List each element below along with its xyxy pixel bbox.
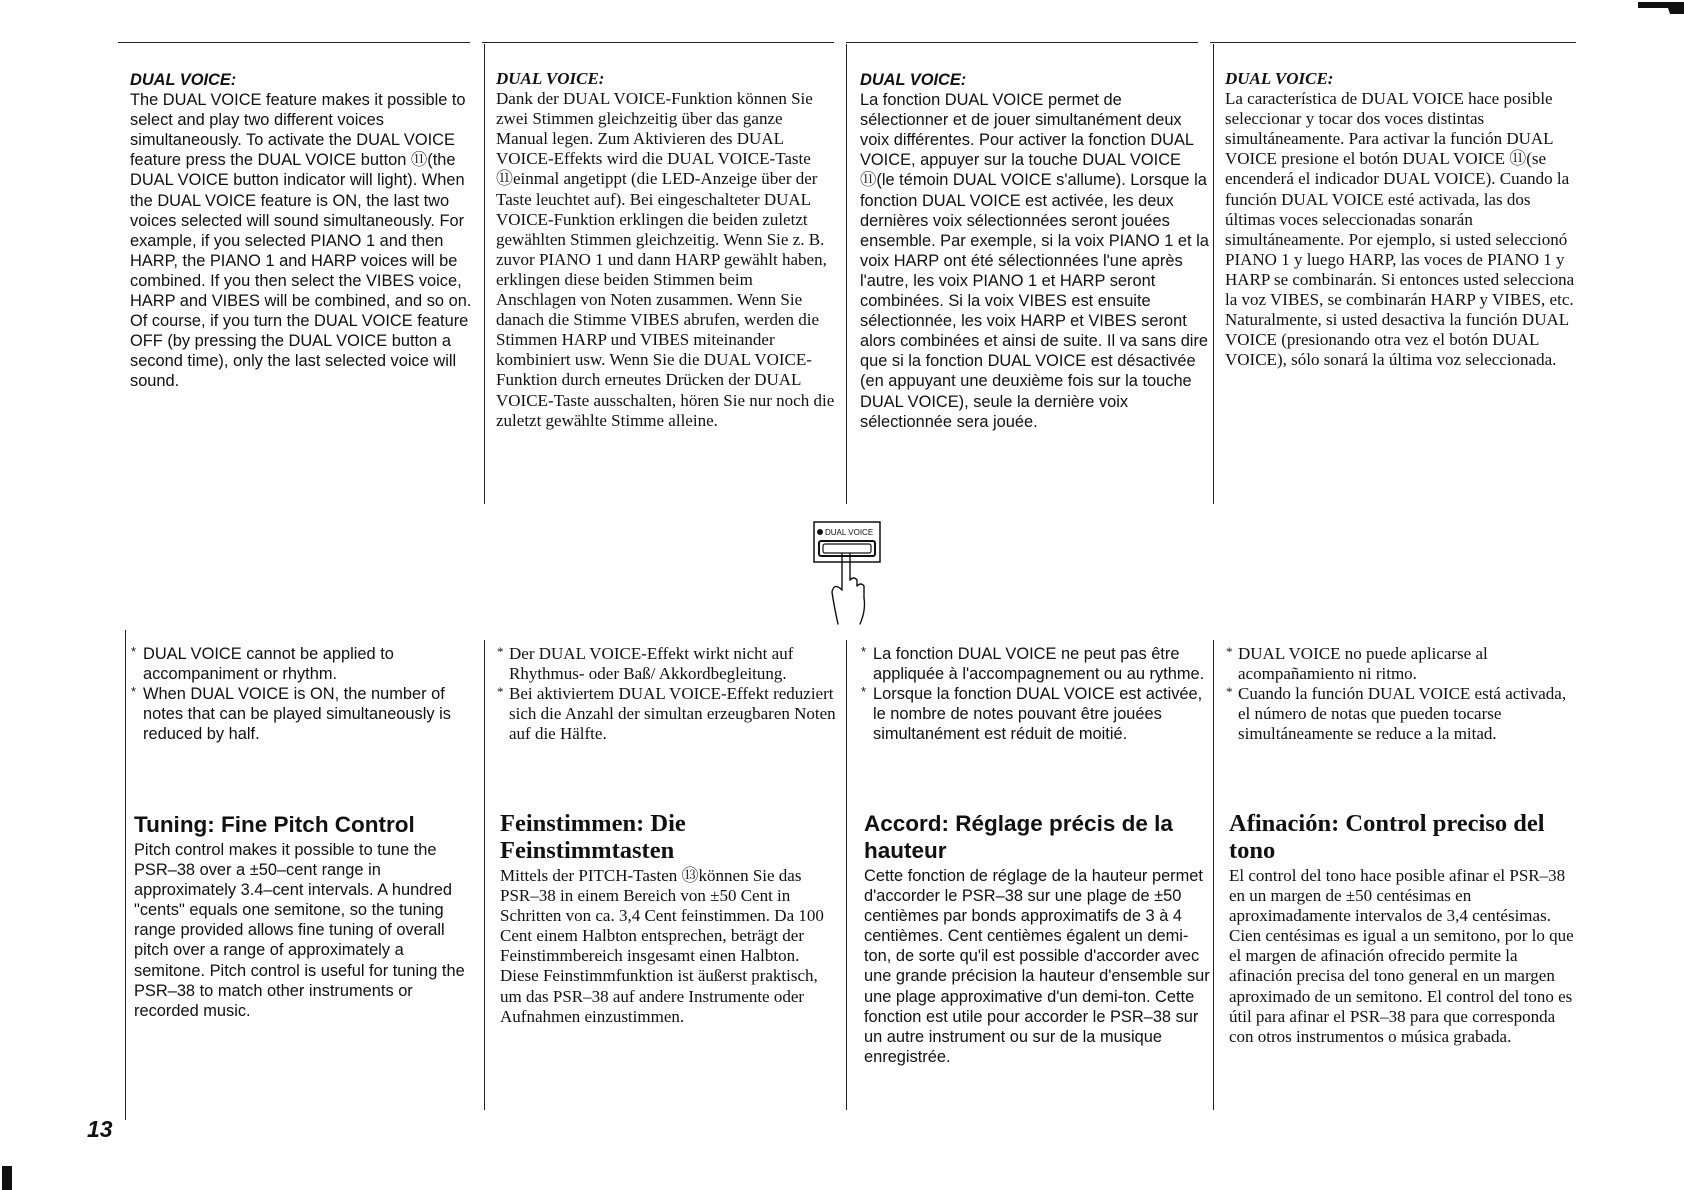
dual-voice-text: La fonction DUAL VOICE permet de sélectionner et de jouer simultanément deux voix différentes. Pour activer la fonction DUAL VOICE, appuyer sur la touche DUAL VOICE ⑪(le témoin DUAL VOICE s'allume). Lorsque la fonction DUAL VOICE est activée, les deux dernières voix sélectionnées seront jouées ensemble. Par exemple, si la voix PIANO 1 et la voix HARP ont été sélectionnées l'une après l'autre, les voix PIANO 1 et HARP seront combinées. Si la voix VIBES est ensuite sélectionnée, les voix HARP et VIBES seront alors combinées et ainsi de suite. Il va sans dire que si la fonction DUAL VOICE est désactivée (en appuyant une deuxième fois sur la touche DUAL VOICE), seule la dernière voix sélectionnée sera jouée. <box>860 91 1209 431</box>
note-item: * La fonction DUAL VOICE ne peut pas être appliquée à l'accompagnement ou au rythme. <box>860 644 1212 684</box>
column-divider <box>1213 44 1214 504</box>
top-rule-3 <box>846 42 1198 43</box>
dual-voice-section-es <box>1225 69 1575 370</box>
section-heading: Feinstimmen: Die Feinstimmtasten <box>500 810 686 864</box>
top-rule-2 <box>482 42 834 43</box>
dual-voice-section-de <box>496 69 836 431</box>
note-item: * DUAL VOICE no puede aplicarse al acompañamiento ni ritmo. <box>1225 644 1575 684</box>
button-panel <box>814 522 880 562</box>
pressing-finger-icon <box>832 554 865 624</box>
button-label: DUAL VOICE <box>825 528 874 537</box>
column-divider <box>846 44 847 504</box>
note-item: * When DUAL VOICE is ON, the number of notes that can be played simultaneously is reduced by half. <box>130 684 475 744</box>
column-divider <box>125 630 126 1120</box>
column-divider <box>846 640 847 1110</box>
tuning-text: Mittels der PITCH-Tasten ⑬können Sie das PSR–38 in einem Bereich von ±50 Cent in Schritten von ca. 3,4 Cent feinstimmen. Da 100 Cent einem Halbton entsprechen, beträgt der Feinstimmbereich insgesamt einen Halbton. Diese Feinstimmfunktion ist äußerst praktisch, um das PSR–38 auf andere Instrumente oder Aufnahmen einzustimmen. <box>500 866 824 1026</box>
dual-voice-section-fr <box>860 70 1212 432</box>
note-item: * Der DUAL VOICE-Effekt wirkt nicht auf Rhythmus- oder Baß/ Akkordbegleitung. <box>496 644 836 684</box>
note-item: * Lorsque la fonction DUAL VOICE est activée, le nombre de notes pouvant être jouées simultanément est réduit de moitié. <box>860 684 1212 744</box>
top-rule-4 <box>1210 42 1576 43</box>
dual-voice-text: La característica de DUAL VOICE hace posible seleccionar y tocar dos voces distintas simultáneamente. Para activar la función DUAL VOICE presione el botón DUAL VOICE ⑪(se encenderá el indicador DUAL VOICE). Cuando la función DUAL VOICE esté activada, las dos últimas voces seleccionadas sonarán simultáneamente. Por ejemplo, si usted seleccionó PIANO 1 y luego HARP, las voces de PIANO 1 y HARP se combinarán. Si entonces usted selecciona la voz VIBES, se combinarán HARP y VIBES, etc. Naturalmente, si usted desactiva la función DUAL VOICE (presionando otra vez el botón DUAL VOICE), sólo sonará la última voz seleccionada. <box>1225 89 1575 370</box>
section-heading: Tuning: Fine Pitch Control <box>134 812 415 837</box>
dual-voice-button-illustration <box>812 520 884 630</box>
corner-tick-icon <box>2 1166 12 1190</box>
tuning-text: Cette fonction de réglage de la hauteur permet d'accorder le PSR–38 sur une plage de ±50 centièmes par bonds approximatifs de 3 à 4 centièmes. Cent centièmes égalent un demi-ton, de sorte qu'il est possible d'accorder avec une grande précision la hauteur d'ensemble sur une plage approximative d'un demi-ton. Cette fonction est utile pour accorder le PSR–38 sur un autre instrument ou sur de la musique enregistrée. <box>864 867 1210 1066</box>
dual-voice-label: DUAL VOICE: <box>496 69 605 88</box>
tuning-section-en <box>134 811 476 1021</box>
notes-list-es <box>1225 644 1575 744</box>
section-heading: Afinación: Control preciso del tono <box>1229 810 1545 864</box>
tuning-section-es <box>1229 810 1579 1047</box>
dual-voice-label: DUAL VOICE: <box>130 71 237 89</box>
note-item: * Cuando la función DUAL VOICE está activada, el número de notas que pueden tocarse simultáneamente se reduce a la mitad. <box>1225 684 1575 744</box>
led-indicator-icon <box>817 529 823 535</box>
corner-mark-icon <box>1638 0 1684 14</box>
note-item: * DUAL VOICE cannot be applied to accompaniment or rhythm. <box>130 644 475 684</box>
column-divider <box>484 640 485 1110</box>
tuning-section-de <box>500 810 838 1027</box>
tuning-section-fr <box>864 810 1214 1067</box>
tuning-text: Pitch control makes it possible to tune the PSR–38 over a ±50–cent range in approximately 3.4–cent intervals. A hundred "cents" equals one semitone, so the tuning range provided allows fine tuning of overall pitch over a range of approximately a semitone. Pitch control is useful for tuning the PSR–38 to match other instruments or recorded music. <box>134 841 465 1020</box>
note-item: * Bei aktiviertem DUAL VOICE-Effekt reduziert sich die Anzahl der simultan erzeugbaren Noten auf die Hälfte. <box>496 684 836 744</box>
dual-voice-label: DUAL VOICE: <box>1225 69 1334 88</box>
dual-voice-text: The DUAL VOICE feature makes it possible to select and play two different voices simultaneously. To activate the DUAL VOICE feature press the DUAL VOICE button ⑪(the DUAL VOICE button indicator will light). When the DUAL VOICE feature is ON, the last two voices selected will sound simultaneously. For example, if you selected PIANO 1 and then HARP, the PIANO 1 and HARP voices will be combined. If you then select the VIBES voice, HARP and VIBES will be combined, and so on. Of course, if you turn the DUAL VOICE feature OFF (by pressing the DUAL VOICE button a second time), only the last selected voice will sound. <box>130 91 472 391</box>
dual-voice-text: Dank der DUAL VOICE-Funktion können Sie zwei Stimmen gleichzeitig über das ganze Manual legen. Zum Aktivieren des DUAL VOICE-Effekts wird die DUAL VOICE-Taste ⑪einmal angetippt (die LED-Anzeige über der Taste leuchtet auf). Bei eingeschalteter DUAL VOICE-Funktion erklingen die beiden zuletzt gewählten Stimmen gleichzeitig. Wenn Sie z. B. zuvor PIANO 1 und dann HARP gewählt haben, erklingen diese beiden Stimmen beim Anschlagen von Noten zusammen. Wenn Sie danach die Stimme VIBES abrufen, werden die Stimmen HARP und VIBES miteinander kombiniert usw. Wenn Sie die DUAL VOICE-Funktion durch erneutes Drücken der DUAL VOICE-Taste ausschalten, hören Sie nur noch die zuletzt gewählte Stimme alleine. <box>496 89 835 430</box>
notes-list-en <box>130 644 475 744</box>
notes-list-de <box>496 644 836 744</box>
page-number: 13 <box>87 1116 113 1142</box>
top-rule-1 <box>118 42 470 43</box>
dual-voice-section-en <box>130 70 475 392</box>
dual-voice-label: DUAL VOICE: <box>860 71 967 89</box>
tuning-text: El control del tono hace posible afinar el PSR–38 en un margen de ±50 centésimas en aproximadamente intervalos de 3,4 centésimas. Cien centésimas es igual a un semitono, por lo que el margen de afinación ofrecido permite la afinación precisa del tono general en un margen aproximado de un semitono. El control del tono es útil para afinar el PSR–38 para que corresponda con otros instrumentos o música grabada. <box>1229 866 1574 1046</box>
notes-list-fr <box>860 644 1212 744</box>
column-divider <box>484 44 485 504</box>
section-heading: Accord: Réglage précis de la hauteur <box>864 811 1173 863</box>
